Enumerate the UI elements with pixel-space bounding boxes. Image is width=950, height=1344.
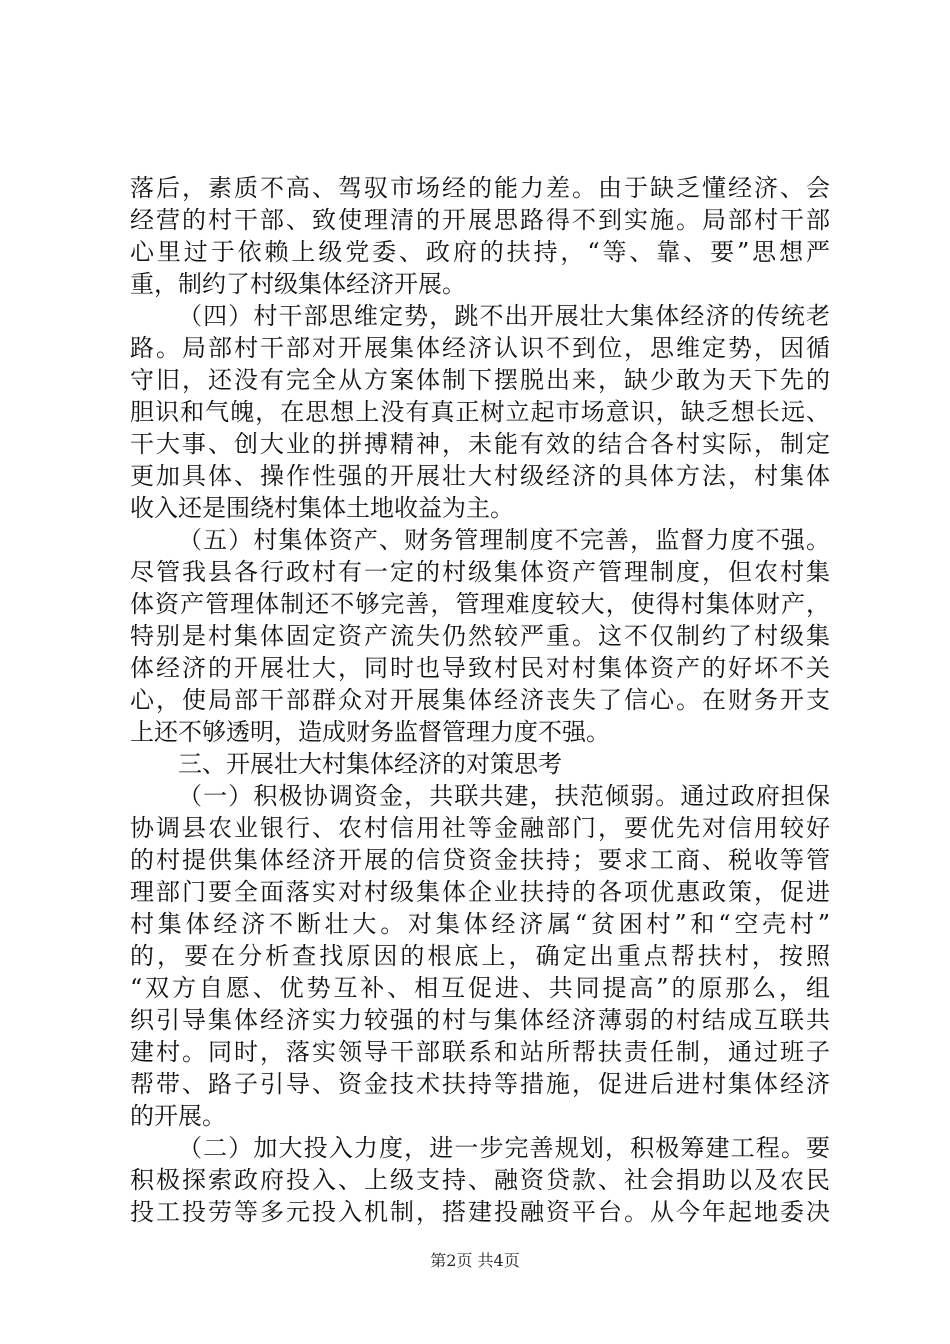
text-line: 收入还是围绕村集体土地收益为主。: [130, 494, 514, 522]
text-line: 帮带、路子引导、资金技术扶持等措施，促进后进村集体经济: [130, 1070, 830, 1098]
text-line: 尽管我县各行政村有一定的村级集体资产管理制度，但农村集: [130, 558, 830, 586]
text-line: 重，制约了村级集体经济开展。: [130, 270, 466, 298]
text-line: 特别是村集体固定资产流失仍然较严重。这不仅制约了村级集: [130, 622, 830, 650]
text-line: 更加具体、操作性强的开展壮大村级经济的具体方法，村集体: [130, 462, 830, 490]
text-line: 上还不够透明，造成财务监督管理力度不强。: [130, 718, 610, 746]
text-line: 的开展。: [130, 1102, 226, 1130]
text-line: （一）积极协调资金，共联共建，扶范倾弱。通过政府担保: [178, 782, 830, 810]
text-line: 投工投劳等多元投入机制，搭建投融资平台。从今年起地委决: [130, 1198, 830, 1226]
text-line: 三、开展壮大村集体经济的对策思考: [178, 750, 562, 778]
text-line: 守旧，还没有完全从方案体制下摆脱出来，缺少敢为天下先的: [130, 366, 830, 394]
text-line: 心，使局部干部群众对开展集体经济丧失了信心。在财务开支: [130, 686, 830, 714]
text-line: 协调县农业银行、农村信用社等金融部门，要优先对信用较好: [130, 814, 830, 842]
text-line: 经营的村干部、致使理清的开展思路得不到实施。局部村干部: [130, 206, 830, 234]
text-line: （二）加大投入力度，进一步完善规划，积极筹建工程。要: [178, 1134, 830, 1162]
text-line: 体经济的开展壮大，同时也导致村民对村集体资产的好坏不关: [130, 654, 830, 682]
text-line: 胆识和气魄，在思想上没有真正树立起市场意识，缺乏想长远、: [130, 398, 830, 426]
text-line: 村集体经济不断壮大。对集体经济属“贫困村”和“空壳村”: [130, 910, 830, 938]
text-line: 积极探索政府投入、上级支持、融资贷款、社会捐助以及农民: [130, 1166, 830, 1194]
text-line: 体资产管理体制还不够完善，管理难度较大，使得村集体财产，: [130, 590, 830, 618]
text-line: （五）村集体资产、财务管理制度不完善，监督力度不强。: [178, 526, 830, 554]
text-line: “双方自愿、优势互补、相互促进、共同提高”的原那么，组: [130, 974, 830, 1002]
text-line: 的村提供集体经济开展的信贷资金扶持；要求工商、税收等管: [130, 846, 830, 874]
text-line: 心里过于依赖上级党委、政府的扶持，“等、靠、要”思想严: [130, 238, 830, 266]
text-line: 理部门要全面落实对村级集体企业扶持的各项优惠政策，促进: [130, 878, 830, 906]
text-line: 织引导集体经济实力较强的村与集体经济薄弱的村结成互联共: [130, 1006, 830, 1034]
page-footer: 第2页 共4页: [430, 1251, 520, 1270]
text-line: 干大事、创大业的拼搏精神，未能有效的结合各村实际，制定: [130, 430, 830, 458]
text-line: 落后，素质不高、驾驭市场经的能力差。由于缺乏懂经济、会: [130, 174, 830, 202]
text-line: 路。局部村干部对开展集体经济认识不到位，思维定势，因循: [130, 334, 830, 362]
text-line: （四）村干部思维定势，跳不出开展壮大集体经济的传统老: [178, 302, 830, 330]
text-line: 建村。同时，落实领导干部联系和站所帮扶责任制，通过班子: [130, 1038, 830, 1066]
text-line: 的，要在分析查找原因的根底上，确定出重点帮扶村，按照: [130, 942, 830, 970]
document-body: [130, 172, 830, 1228]
